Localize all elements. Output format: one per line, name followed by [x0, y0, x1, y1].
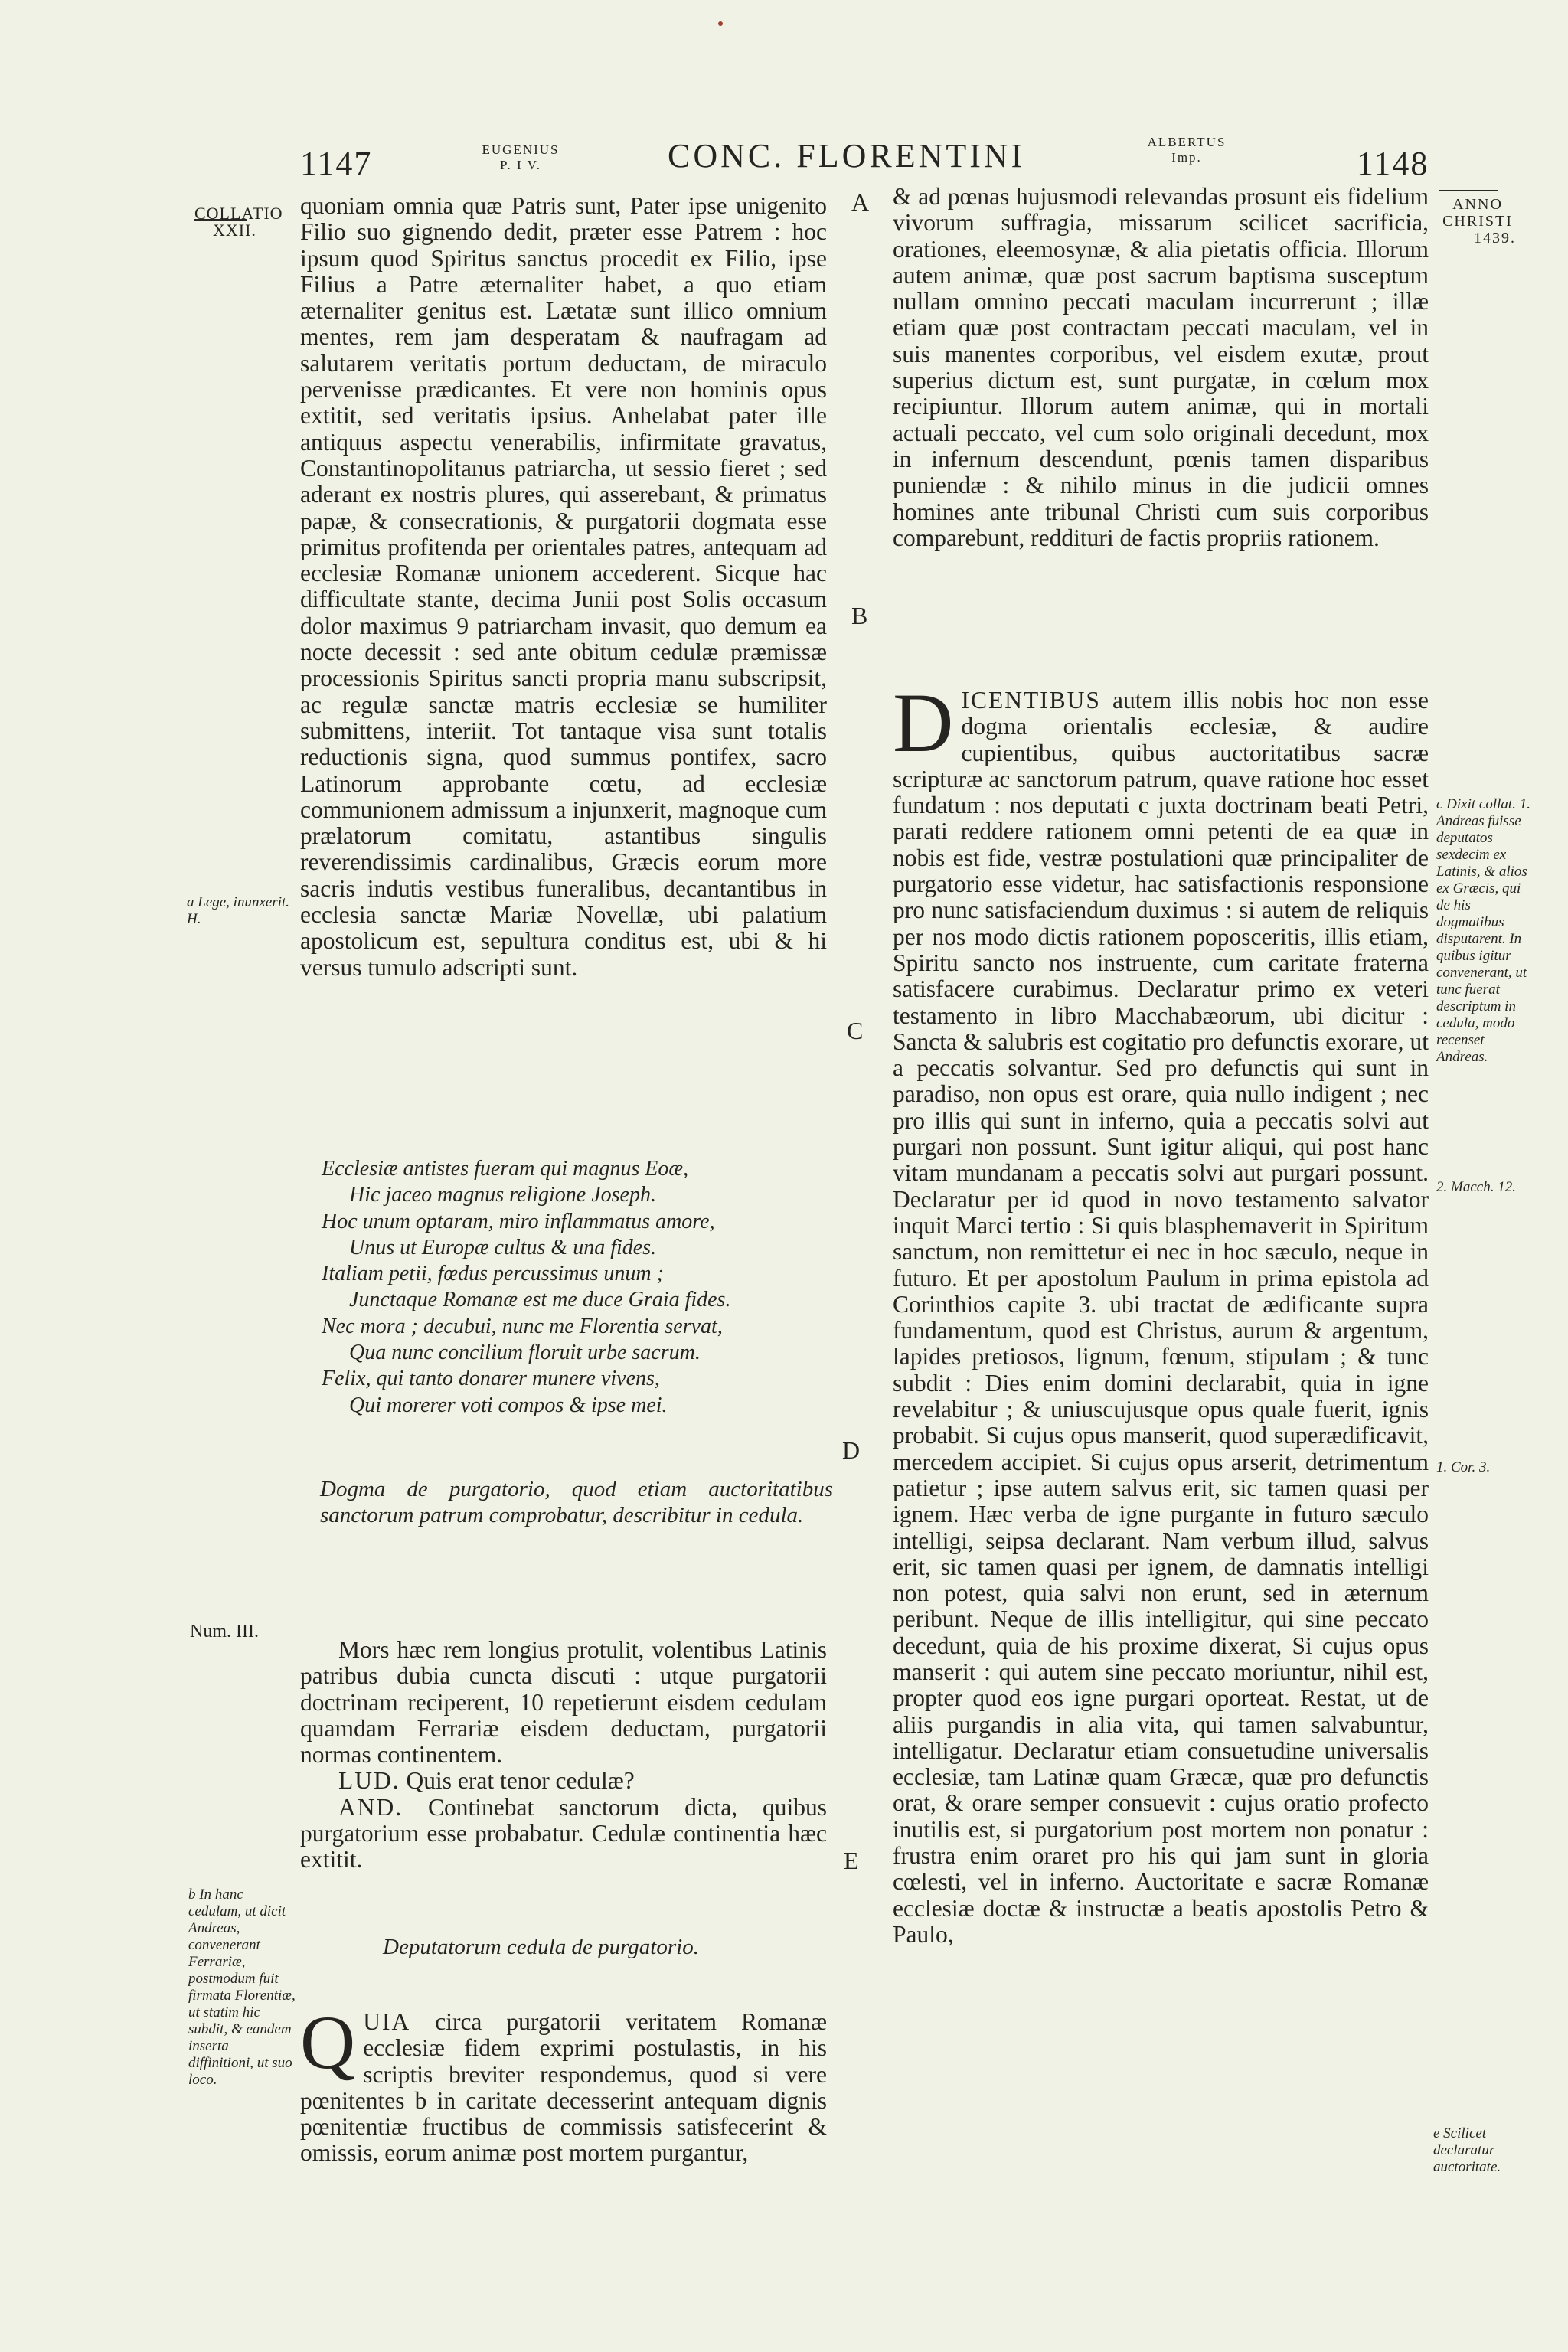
lud-question: Quis erat tenor cedulæ? — [406, 1767, 635, 1795]
margin-note-c: c Dixit collat. 1. Andreas fuisse deputatos sexdecim ex Latinis, & alios ex Græcis, qui de his dogmatibus disputarent. In quibus igitur convenerant, ut tunc fuerat descriptum in cedula, modo recenset Andreas. — [1436, 796, 1530, 1065]
para2-smallcaps: ICENTIBUS — [961, 687, 1101, 714]
poem-line: Ecclesiæ antistes fueram qui magnus Eoæ, — [322, 1157, 689, 1181]
poem-line: Hic jaceo magnus religione Joseph. — [349, 1183, 656, 1207]
page-number-right: 1148 — [1357, 145, 1429, 182]
poem-line: Qui morerer voti compos & ipse mei. — [349, 1393, 668, 1417]
left-para2-text: Mors hæc rem longius protulit, volentibus Latinis patribus dubia cuncta discuti : utque purgatorii doctrinam reciperent, 10 repetierunt eisdem cedulam quamdam Ferrariæ eisdem deductam, purgatorii normas continentem. — [300, 1636, 827, 1769]
editor-right — [1118, 135, 1256, 165]
epitaph-poem — [322, 1156, 827, 1419]
collatio-word: COLLATIO — [194, 204, 283, 223]
left-column-para3 — [300, 2000, 827, 2167]
para3-smallcaps: UIA — [363, 2008, 411, 2035]
ref-corinthians: 1. Cor. 3. — [1436, 1459, 1491, 1475]
poem-line: Junctaque Romanæ est me duce Graia fides. — [349, 1288, 731, 1312]
ref-maccabees: 2. Macch. 12. — [1436, 1179, 1516, 1195]
editor-left-title: P. I V. — [499, 158, 541, 172]
right-para2 — [893, 676, 1429, 1948]
heading-dogma: Dogma de purgatorio, quod etiam auctoritatibus sanctorum patrum comprobatur, describitur in cedula. — [320, 1477, 833, 1527]
editor-left — [452, 142, 590, 173]
drop-cap-d: D — [893, 676, 954, 769]
right-para1-text: & ad pœnas hujusmodi relevandas prosunt eis fidelium vivorum suffragia, missarum scilicet sacrificia, orationes, eleemosynæ, & alia pietatis officia. Illorum autem animæ, quæ post sacrum baptisma susceptum nullam omnino peccati maculam incurrerunt ; illæ etiam quæ post contractam peccati maculam, vel in suis manentes corporibus, vel eisdem exutæ, prout superius dictum est, sunt purgatæ, in cœlum mox recipiuntur. Illorum autem animæ, qui in mortali actuali peccato, vel cum solo originali decedunt, mox in infernum descendunt, pœnis tamen disparibus puniendæ : & nihilo minus in die judicii omnes homines ante tribunal Christi cum suis corporibus comparebunt, reddituri de factis propriis rationem. — [893, 183, 1429, 551]
margin-note-b: b In hanc cedulam, ut dicit Andreas, convenerant Ferrariæ, postmodum fuit firmata Florentiæ, ut statim hic subdit, & eandem inserta diffinitioni, ut suo loco. — [188, 1886, 296, 2088]
drop-cap-q: Q — [300, 2000, 356, 2085]
left-para3 — [300, 2000, 827, 2167]
section-letter-a: A — [851, 188, 870, 216]
dialogue-lud — [300, 1768, 827, 1794]
right-para2-text: autem illis nobis hoc non esse dogma orientalis ecclesiæ, & audire cupientibus, quibus auctoritatibus sacræ scripturæ ac sanctorum patrum, quave ratione hoc esset fundatum : nos deputati c juxta doctrinam beati Petri, parati reddere rationem omni petenti de ea quæ in nobis est fide, vestræ postulationi quæ principaliter de purgatorio esse videtur, hac satisfactionis responsione pro nunc satisfaciendum duximus : si autem de reliquis per nos modo dictis rationem poposceritis, illis etiam, Spiritu sancto nos instruente, cum caritate fraterna satisfacere curabimus. Declaratur primo ex veteri testamento in libro Macchabæorum, ubi dicitur : Sancta & salubris est cogitatio pro defunctis exorare, ut a peccatis solvantur. Sed pro defunctis qui sunt in paradiso, non opus est orare, quia nullo indigent ; nec pro illis qui sunt in inferno, quia a peccatis solvi aut purgari non possunt. Sunt igitur aliqui, qui post hanc vitam mundanam a peccatis solvi aut purgari possunt. Declaratur per id quod in novo testamento salvator inquit Marci tertio : Si quis blasphemaverit in Spiritum sanctum, non remittetur ei nec in hoc sæculo, neque in futuro. Et per apostolum Paulum in prima epistola ad Corinthios capite 3. ubi tractat de ædificante supra fundamentum, quod est Christus, aurum & argentum, lapides pretiosos, lignum, fœnum, stipulam ; & tunc subdit : Dies enim domini declarabit, quia in igne revelabitur ; & uniuscujusque opus quale fuerit, ignis probabit. Si cujus opus manserit, quod superædificavit, mercedem accipiet. Si cujus opus arserit, detrimentum patietur ; ipse autem salvus erit, sic tamen quasi per ignem. Hæc verba de igne purgante in futuro sæculo intelligi, seipsa declarant. Nam verbum illud, salvus erit, sic tamen quasi per ignem, de damnatis intelligi non potest, quia salvi non erunt, sed in æternum peribunt. Neque de illis intelligitur, qui sine peccato decedunt, quia de his proxime dixerat, Si cujus opus manserit : qui autem sine peccato moriuntur, nihil est, propter quod eos igne purgari oporteat. Restat, ut de aliis purgandis in alia vita, qui tamen salvabuntur, intelligatur. Declaratur etiam consuetudine universalis ecclesiæ, tam Latinæ quam Græcæ, quæ pro defunctis orat, & orare semper consuevit : cujus oratio profecto inutilis est, si purgatorium post mortem non ponatur : frustra enim oraret pro his qui jam sunt in gloria cœlesti, vel in inferno. Auctoritate e sacræ Romanæ ecclesiæ doctæ & instructæ a beatis apostolis Petro & Paulo, — [893, 687, 1429, 1948]
dialogue-and — [300, 1795, 827, 1873]
anno-label — [1439, 196, 1516, 247]
poem-line: Italiam petii, fœdus percussimus unum ; — [322, 1262, 664, 1286]
poem-line: Qua nunc concilium floruit urbe sacrum. — [349, 1341, 701, 1365]
margin-note-e: e Scilicet declaratur auctoritate. — [1433, 2125, 1501, 2175]
and-answer: Continebat sanctorum dicta, quibus purgatorium esse probabatur. Cedulæ continentia hæc extitit. — [300, 1793, 828, 1873]
anno-word: ANNO — [1452, 196, 1503, 213]
margin-num: Num. III. — [190, 1622, 259, 1642]
section-letter-e: E — [844, 1847, 859, 1874]
collatio-label — [194, 205, 283, 239]
editor-right-title: Imp. — [1171, 150, 1202, 165]
left-para1-text: quoniam omnia quæ Patris sunt, Pater ipse unigenito Filio suo gignendo dedit, præter esse Patrem : hoc ipsum quod Spiritus sanctus procedit ex Filio, ipse Filius a Patre æternaliter habet, a quo etiam æternaliter genitus est. Lætatæ sunt illico omnium mentes, rem jam desperatam & naufragam ad salutarem veritatis portum deductam, de miraculo pervenisse prædicantes. Et vere non hominis opus extitit, sed veritatis ipsius. Anhelabat pater ille antiquus aspectu venerabilis, infirmitate gravatus, Constantinopolitanus patriarcha, ut sessio fieret ; sed aderant ex nostris plures, qui asserebant, & primatus papæ, & consecrationis, & purgatorii dogmata esse primitus profitenda per orientales patres, antequam ad ecclesiæ Romanæ unionem accederent. Sicque hac difficultate stante, decima Junii post Solis occasum dolor maximus 9 patriarcham invasit, quo demum ea nocte decessit : sed ante obitum cedulæ præmissæ processionis Spiritus sancti propria manu subscripsit, ac regulæ sanctæ matris ecclesiæ se humiliter submittens, interiit. Tot tantaque visa sunt totalis reductionis signa, quod summus pontifex, sacro Latinorum approbante cœtu, ad ecclesiæ communionem admissum a injunxerit, magnoque cum prælatorum comitatu, astantibus singulis reverendissimis cardinalibus, Græcis eorum more sacris indutis vestibus funeralibus, decantantibus in ecclesia sanctæ Mariæ Novellæ, ubi palatium apostolicum est, sepultura conditus est, ubi & hi versus tumulo adscripti sunt. — [300, 192, 827, 981]
section-letter-c: C — [847, 1017, 864, 1044]
margin-note-a: a Lege, inunxerit. H. — [187, 894, 290, 927]
running-title: CONC. FLORENTINI — [668, 137, 1026, 175]
section-letter-d: D — [842, 1436, 861, 1464]
speaker-and: AND. — [338, 1793, 403, 1821]
poem-line: Hoc unum optaram, miro inflammatus amore, — [322, 1209, 715, 1233]
ink-speck — [718, 21, 723, 26]
left-para3-text: circa purgatorii veritatem Romanæ ecclesiæ fidem exprimi postulastis, in his scriptis breviter respondemus, quod si vere pœnitentes b in caritate decesserint antequam dignis pœnitentiæ fructibus de commissis satisfecerint & omissis, eorum animæ post mortem purgantur, — [300, 2008, 827, 2167]
poem-line: Unus ut Europæ cultus & una fides. — [349, 1235, 657, 1259]
right-column-para1 — [893, 184, 1429, 551]
speaker-lud: LUD. — [338, 1767, 400, 1795]
section-letter-b: B — [851, 602, 868, 629]
collatio-number: XXII. — [213, 220, 256, 240]
heading-cedula: Deputatorum cedula de purgatorio. — [383, 1935, 699, 1959]
left-column-para1 — [300, 193, 827, 981]
page-number-left: 1147 — [300, 145, 373, 182]
editor-right-name: ALBERTUS — [1147, 135, 1227, 149]
christi-word: CHRISTI — [1442, 213, 1513, 230]
poem-line: Felix, qui tanto donarer munere vivens, — [322, 1367, 660, 1391]
left-column-para2 — [300, 1637, 827, 1873]
anno-rule — [1439, 190, 1498, 191]
poem-line: Nec mora ; decubui, nunc me Florentia servat, — [322, 1314, 723, 1338]
anno-year: 1439. — [1474, 230, 1516, 247]
editor-left-name: EUGENIUS — [482, 142, 560, 157]
right-column-para2 — [893, 676, 1429, 1948]
